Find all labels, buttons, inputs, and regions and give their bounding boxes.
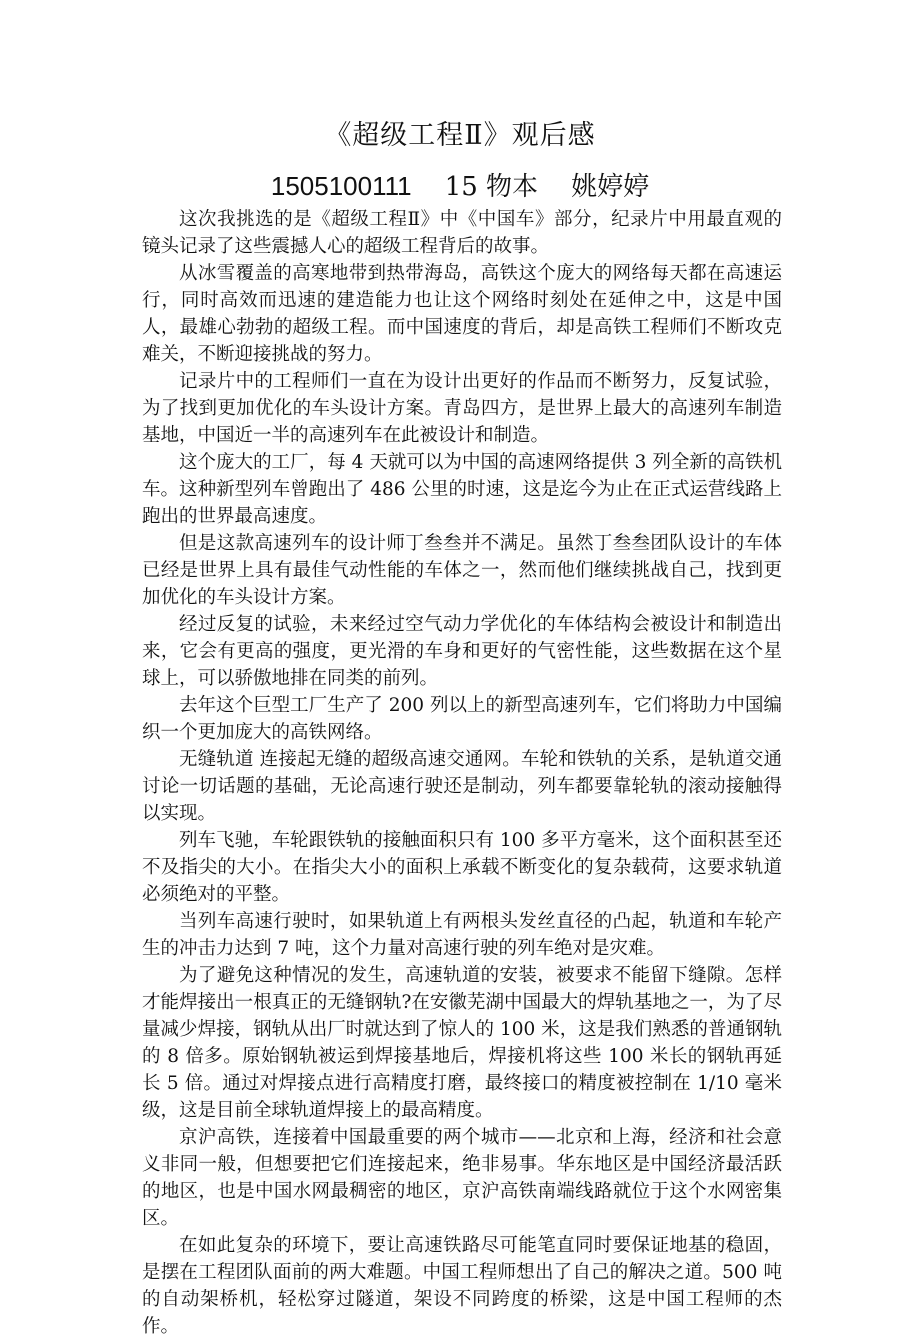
- paragraph: 当列车高速行驶时，如果轨道上有两根头发丝直径的凸起，轨道和车轮产生的冲击力达到 7 吨，这个力量对高速行驶的列车绝对是灾难。: [142, 911, 782, 959]
- author-name: 姚婷婷: [571, 172, 650, 202]
- paragraph: 京沪高铁，连接着中国最重要的两个城市——北京和上海，经济和社会意义非同一般，但想要把它们连接起来，绝非易事。华东地区是中国经济最活跃的地区，也是中国水网最稠密的地区，京沪高铁南端线路就位于这个水网密集区。: [142, 1127, 782, 1229]
- paragraph: 这个庞大的工厂，每 4 天就可以为中国的高速网络提供 3 列全新的高铁机车。这种新型列车曾跑出了 486 公里的时速，这是迄今为止在正式运营线路上跑出的世界最高速度。: [142, 452, 782, 527]
- paragraph: 在如此复杂的环境下，要让高速铁路尽可能笔直同时要保证地基的稳固，是摆在工程团队面前的两大难题。中国工程师想出了自己的解决之道。500 吨的自动架桥机，轻松穿过隧道，架设不同跨度的桥梁，这是中国工程师的杰作。: [142, 1235, 782, 1337]
- paragraph: 从冰雪覆盖的高寒地带到热带海岛，高铁这个庞大的网络每天都在高速运行，同时高效而迅速的建造能力也让这个网络时刻处在延伸之中，这是中国人，最雄心勃勃的超级工程。而中国速度的背后，却是高铁工程师们不断攻克难关，不断迎接挑战的努力。: [142, 263, 782, 365]
- paragraph: 列车飞驰，车轮跟铁轨的接触面积只有 100 多平方毫米，这个面积甚至还不及指尖的大小。在指尖大小的面积上承载不断变化的复杂载荷，这要求轨道必须绝对的平整。: [142, 830, 782, 905]
- document-title: 《超级工程Ⅱ》观后感: [324, 120, 596, 151]
- paragraph: 去年这个巨型工厂生产了 200 列以上的新型高速列车，它们将助力中国编织一个更加庞大的高铁网络。: [142, 695, 782, 743]
- class-name: 15 物本: [444, 172, 539, 202]
- paragraph: 这次我挑选的是《超级工程Ⅱ》中《中国车》部分，纪录片中用最直观的镜头记录了这些震撼人心的超级工程背后的故事。: [142, 209, 782, 257]
- student-id: 1505100111: [270, 171, 412, 201]
- paragraph: 记录片中的工程师们一直在为设计出更好的作品而不断努力，反复试验，为了找到更加优化的车头设计方案。青岛四方，是世界上最大的高速列车制造基地，中国近一半的高速列车在此被设计和制造。: [142, 371, 782, 446]
- essay-body: [142, 206, 782, 1340]
- author-line: [0, 166, 920, 207]
- paragraph: 无缝轨道 连接起无缝的超级高速交通网。车轮和铁轨的关系，是轨道交通讨论一切话题的基础，无论高速行驶还是制动，列车都要靠轮轨的滚动接触得以实现。: [142, 749, 782, 824]
- paragraph: 但是这款高速列车的设计师丁叁叁并不满足。虽然丁叁叁团队设计的车体已经是世界上具有最佳气动性能的车体之一，然而他们继续挑战自己，找到更加优化的车头设计方案。: [142, 533, 782, 608]
- paragraph: 为了避免这种情况的发生，高速轨道的安装，被要求不能留下缝隙。怎样才能焊接出一根真正的无缝钢轨?在安徽芜湖中国最大的焊轨基地之一，为了尽量减少焊接，钢轨从出厂时就达到了惊人的 100 米，这是我们熟悉的普通钢轨的 8 倍多。原始钢轨被运到焊接基地后，焊接机将这些 100 米长的钢轨再延长 5 倍。通过对焊接点进行高精度打磨，最终接口的精度被控制在 1/10 毫米级，这是目前全球轨道焊接上的最高精度。: [142, 965, 782, 1121]
- paragraph: 经过反复的试验，未来经过空气动力学优化的车体结构会被设计和制造出来，它会有更高的强度，更光滑的车身和更好的气密性能，这些数据在这个星球上，可以骄傲地排在同类的前列。: [142, 614, 782, 689]
